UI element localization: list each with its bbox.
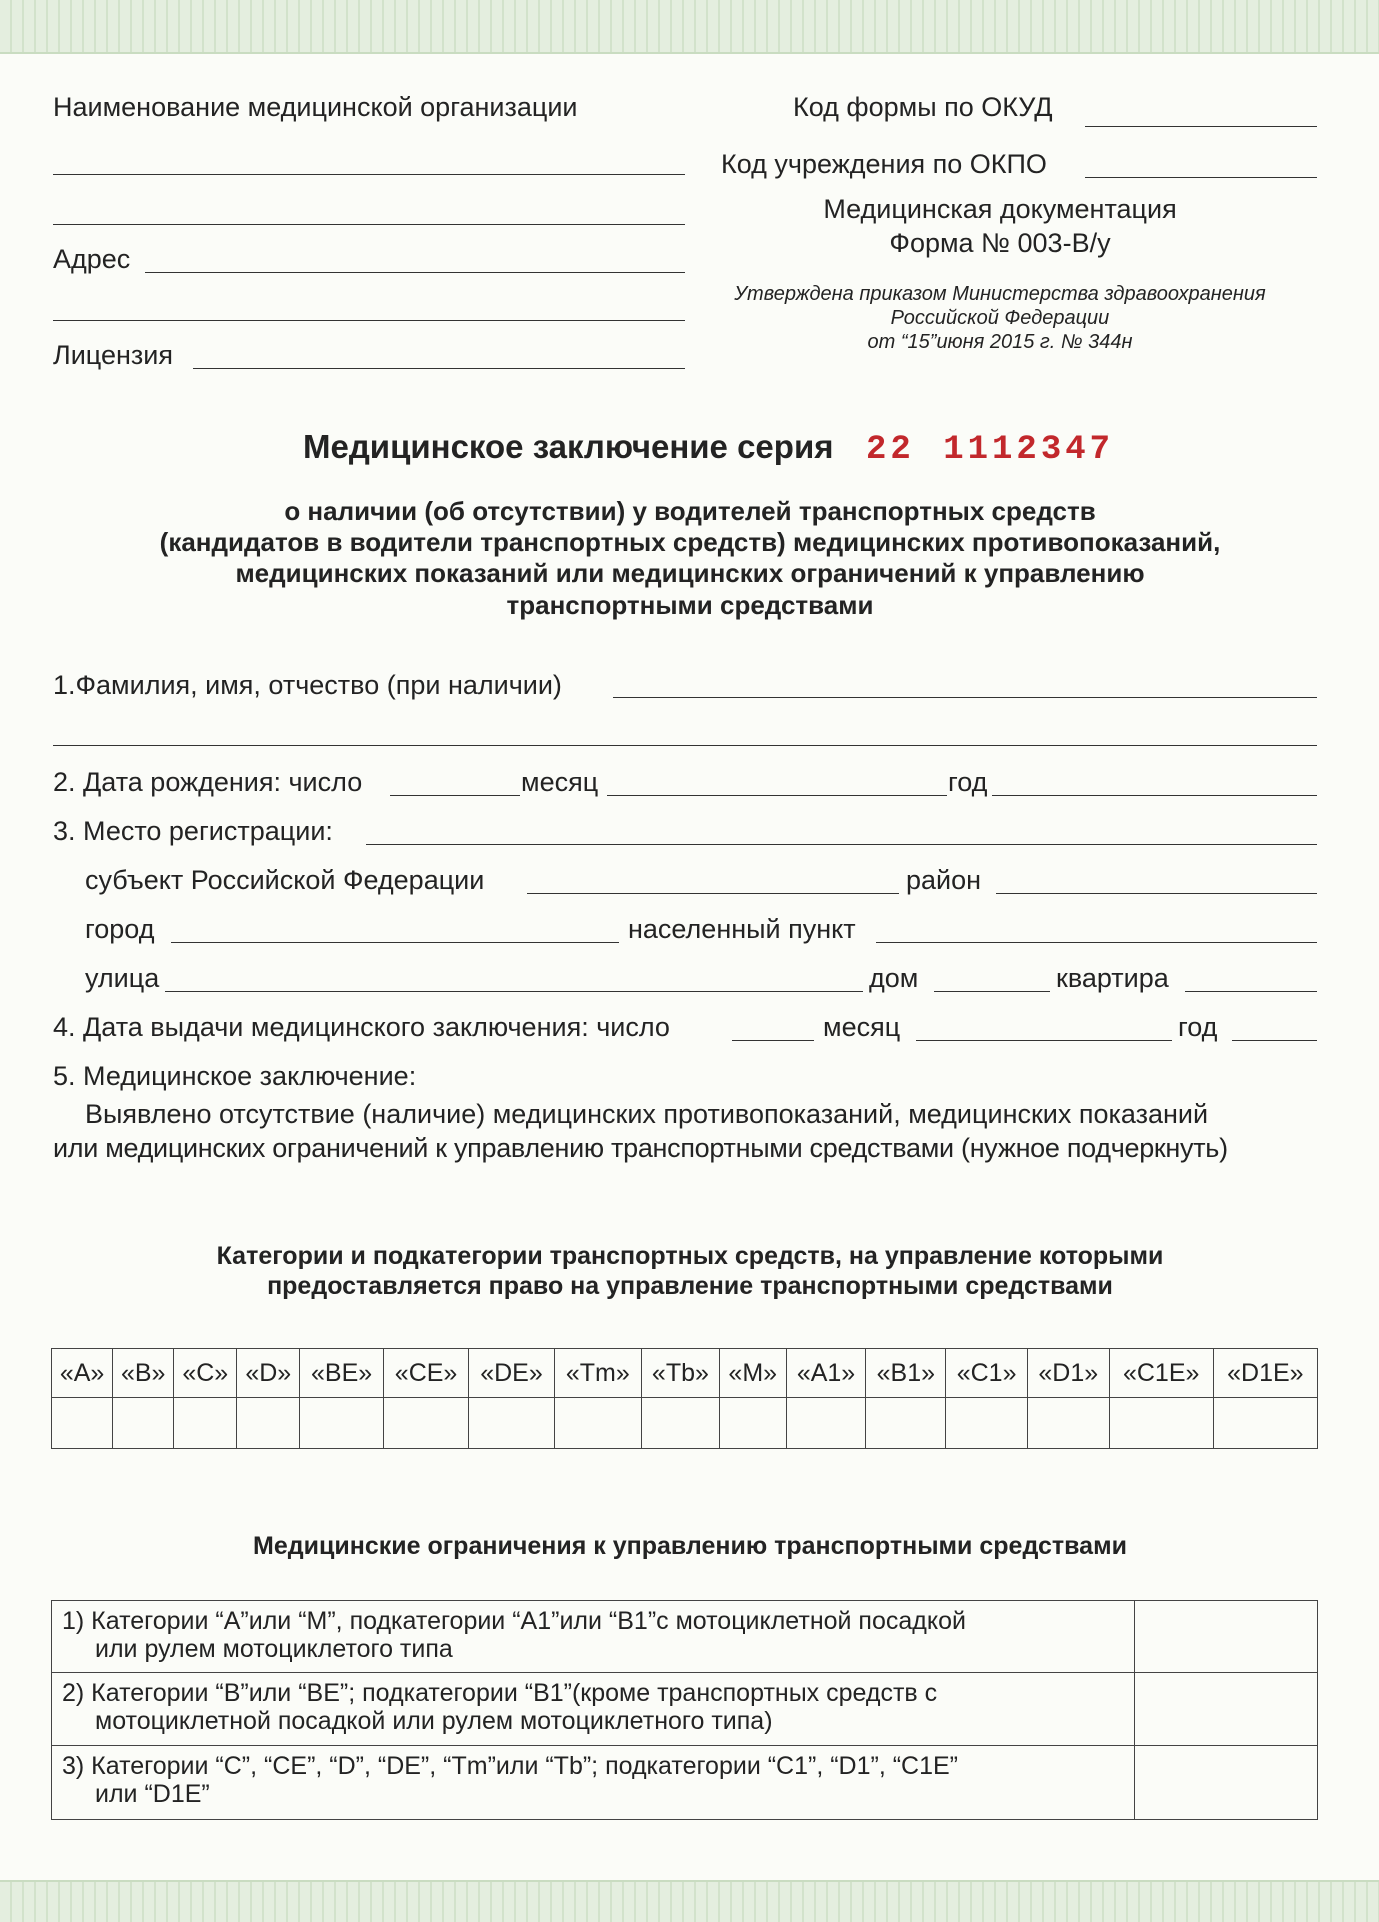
category-cell: «D1E» xyxy=(1213,1349,1317,1398)
address-line-1[interactable] xyxy=(145,272,685,273)
limitation-text xyxy=(52,1673,1135,1746)
categories-heading-line-1: Категории и подкатегории транспортных средств, на управление которыми xyxy=(216,1242,1164,1270)
title-text: Медицинское заключение серия xyxy=(303,428,834,465)
issue-day-line[interactable] xyxy=(732,1040,814,1041)
category-cell: «DE» xyxy=(469,1349,554,1398)
document-title xyxy=(303,428,1114,469)
category-value-cell[interactable] xyxy=(1213,1398,1317,1449)
issue-year-label: год xyxy=(1178,1012,1218,1042)
limitation-row xyxy=(52,1746,1318,1820)
category-value-cell[interactable] xyxy=(866,1398,946,1449)
address-label: Адрес xyxy=(53,244,131,274)
house-line[interactable] xyxy=(934,991,1050,992)
okud-line[interactable] xyxy=(1085,126,1317,127)
license-label: Лицензия xyxy=(53,340,173,370)
city-label: город xyxy=(85,914,155,944)
birth-month-label: месяц xyxy=(521,767,599,797)
issue-month-label: месяц xyxy=(823,1012,901,1042)
birth-day-label: 2. Дата рождения: число xyxy=(53,767,363,797)
category-value-cell[interactable] xyxy=(383,1398,468,1449)
district-label: район xyxy=(906,865,982,895)
category-value-cell[interactable] xyxy=(719,1398,786,1449)
decorative-border-bottom xyxy=(0,1880,1379,1922)
category-cell: «CE» xyxy=(383,1349,468,1398)
subject-label: субъект Российской Федерации xyxy=(85,865,485,895)
category-value-cell[interactable] xyxy=(554,1398,641,1449)
category-value-cell[interactable] xyxy=(641,1398,719,1449)
form-number: Форма № 003-В/у xyxy=(889,228,1111,258)
category-cell: «Tm» xyxy=(554,1349,641,1398)
org-name-line-1[interactable] xyxy=(53,174,685,175)
category-value-cell[interactable] xyxy=(113,1398,174,1449)
category-value-cell[interactable] xyxy=(469,1398,554,1449)
org-name-label: Наименование медицинской организации xyxy=(53,92,578,122)
category-cell: «A1» xyxy=(786,1349,866,1398)
issue-month-line[interactable] xyxy=(916,1040,1172,1041)
birth-year-label: год xyxy=(948,767,988,797)
decorative-border-top xyxy=(0,0,1379,54)
apartment-label: квартира xyxy=(1056,963,1169,993)
limitations-heading: Медицинские ограничения к управлению транспортными средствами xyxy=(253,1532,1127,1560)
limitation-mark-cell[interactable] xyxy=(1135,1746,1318,1820)
settlement-line[interactable] xyxy=(876,942,1317,943)
license-line[interactable] xyxy=(193,368,685,369)
subject-line[interactable] xyxy=(527,893,899,894)
birth-day-line[interactable] xyxy=(390,795,520,796)
issue-year-line[interactable] xyxy=(1232,1040,1317,1041)
address-line-2[interactable] xyxy=(53,320,685,321)
subtitle-line-2: (кандидатов в водители транспортных средств) медицинских противопоказаний, xyxy=(159,527,1221,558)
fio-label: 1.Фамилия, имя, отчество (при наличии) xyxy=(53,670,562,700)
limitation-text xyxy=(52,1601,1135,1673)
series-number: 22 xyxy=(865,431,915,469)
street-line[interactable] xyxy=(165,991,863,992)
med-doc-label: Медицинская документация xyxy=(823,194,1177,224)
birth-year-line[interactable] xyxy=(992,795,1317,796)
approval-line-3: от “15”июня 2015 г. № 344н xyxy=(867,331,1133,353)
conclusion-text-2: или медицинских ограничений к управлению транспортными средствами (нужное подчеркнуть) xyxy=(53,1133,1228,1163)
category-cell: «C1E» xyxy=(1109,1349,1213,1398)
conclusion-label: 5. Медицинское заключение: xyxy=(53,1061,417,1091)
district-line[interactable] xyxy=(996,893,1317,894)
category-cell: «M» xyxy=(719,1349,786,1398)
approval-line-2: Российской Федерации xyxy=(890,307,1110,329)
category-value-cell[interactable] xyxy=(52,1398,113,1449)
category-cell: «C1» xyxy=(946,1349,1028,1398)
limitation-row xyxy=(52,1601,1318,1673)
settlement-label: населенный пункт xyxy=(628,914,856,944)
approval-text xyxy=(690,282,1310,354)
subtitle-line-3: медицинских показаний или медицинских ограничений к управлению xyxy=(235,558,1145,589)
categories-table xyxy=(51,1348,1318,1449)
subtitle-line-1: о наличии (об отсутствии) у водителей транспортных средств xyxy=(284,496,1096,526)
limitation-3-line-2: или “D1E” xyxy=(95,1780,210,1808)
birth-month-line[interactable] xyxy=(607,795,947,796)
limitation-2-line-2: мотоциклетной посадкой или рулем мотоциклетного типа) xyxy=(95,1707,773,1735)
document-number: 1112347 xyxy=(943,431,1115,469)
limitation-mark-cell[interactable] xyxy=(1135,1673,1318,1746)
category-value-cell[interactable] xyxy=(300,1398,384,1449)
categories-heading xyxy=(60,1241,1320,1301)
category-value-cell[interactable] xyxy=(786,1398,866,1449)
registration-line[interactable] xyxy=(366,844,1317,845)
subtitle-line-4: транспортными средствами xyxy=(506,589,874,620)
house-label: дом xyxy=(869,963,919,993)
approval-line-1: Утверждена приказом Министерства здравоохранения xyxy=(734,283,1266,305)
category-value-cell[interactable] xyxy=(946,1398,1028,1449)
category-value-cell[interactable] xyxy=(1109,1398,1213,1449)
categories-header-row xyxy=(52,1349,1318,1398)
title-subtitle xyxy=(60,496,1320,621)
category-cell: «C» xyxy=(174,1349,237,1398)
org-name-line-2[interactable] xyxy=(53,224,685,225)
category-cell: «B» xyxy=(113,1349,174,1398)
category-cell: «D1» xyxy=(1027,1349,1109,1398)
categories-heading-line-2: предоставляется право на управление транспортными средствами xyxy=(267,1272,1113,1300)
limitation-3-line-1: 3) Категории “C”, “CE”, “D”, “DE”, “Tm”или “Tb”; подкатегории “C1”, “D1”, “C1E” xyxy=(62,1752,959,1780)
limitation-2-line-1: 2) Категории “B”или “BE”; подкатегории “B1”(кроме транспортных средств с xyxy=(62,1679,938,1707)
city-line[interactable] xyxy=(171,942,619,943)
fio-line-1[interactable] xyxy=(613,697,1317,698)
apartment-line[interactable] xyxy=(1185,991,1317,992)
limitation-text xyxy=(52,1746,1135,1820)
category-cell: «B1» xyxy=(866,1349,946,1398)
fio-line-2[interactable] xyxy=(53,745,1317,746)
okud-label: Код формы по ОКУД xyxy=(793,92,1053,122)
limitation-row xyxy=(52,1673,1318,1746)
category-value-cell[interactable] xyxy=(1027,1398,1109,1449)
categories-value-row xyxy=(52,1398,1318,1449)
okpo-label: Код учреждения по ОКПО xyxy=(721,149,1047,179)
limitations-table xyxy=(51,1600,1318,1820)
category-value-cell[interactable] xyxy=(237,1398,300,1449)
conclusion-text-1: Выявлено отсутствие (наличие) медицинских противопоказаний, медицинских показаний xyxy=(85,1099,1209,1129)
okpo-line[interactable] xyxy=(1085,177,1317,178)
category-cell: «D» xyxy=(237,1349,300,1398)
registration-label: 3. Место регистрации: xyxy=(53,816,333,846)
category-cell: «A» xyxy=(52,1349,113,1398)
issue-day-label: 4. Дата выдачи медицинского заключения: число xyxy=(53,1012,670,1042)
limitation-mark-cell[interactable] xyxy=(1135,1601,1318,1673)
category-cell: «BE» xyxy=(300,1349,384,1398)
limitation-1-line-1: 1) Категории “A”или “M”, подкатегории “A1”или “B1”с мотоциклетной посадкой xyxy=(62,1607,966,1635)
street-label: улица xyxy=(85,963,160,993)
category-cell: «Tb» xyxy=(641,1349,719,1398)
category-value-cell[interactable] xyxy=(174,1398,237,1449)
limitation-1-line-2: или рулем мотоциклетого типа xyxy=(95,1635,453,1663)
